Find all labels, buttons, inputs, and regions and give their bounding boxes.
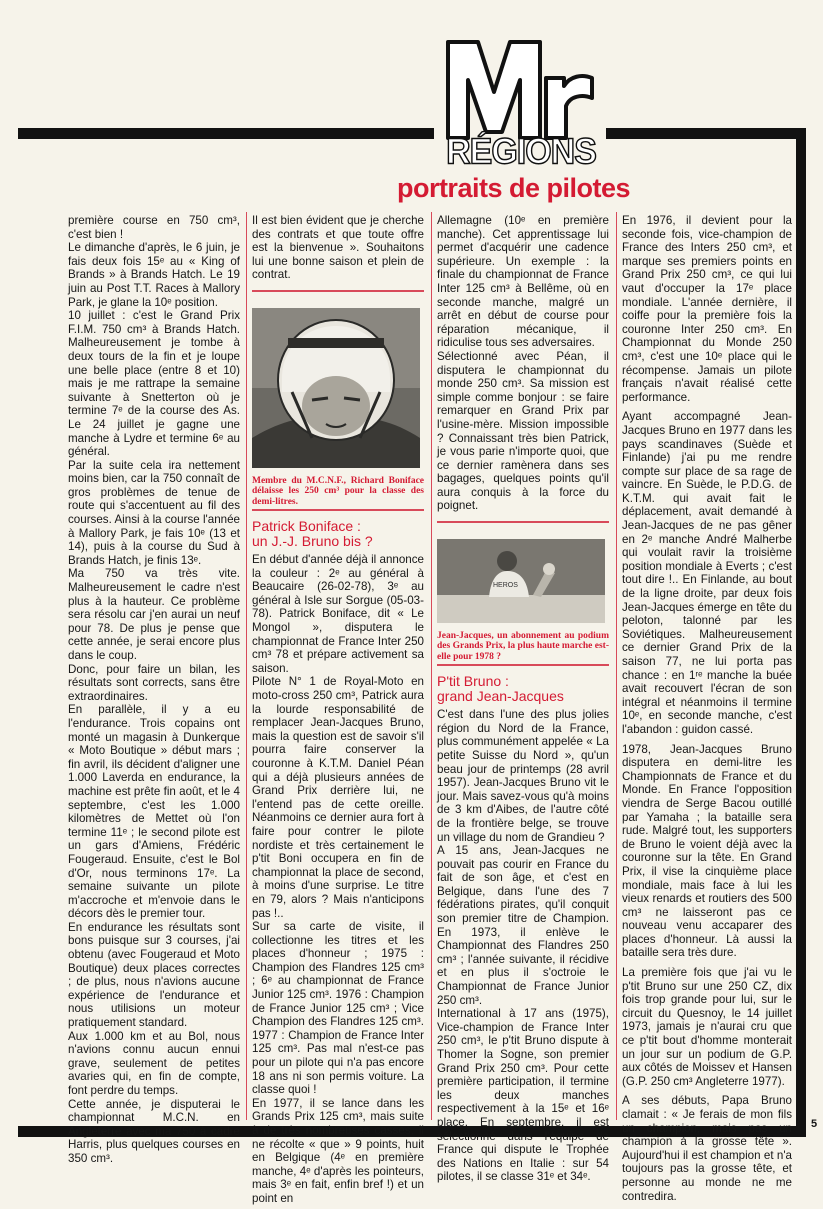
column-divider <box>246 212 247 1120</box>
heading-line: Patrick Boniface : <box>252 518 361 535</box>
section-subtitle: portraits de pilotes <box>396 173 630 203</box>
divider <box>252 290 424 292</box>
paragraph: Donc, pour faire un bilan, les résultats sont corrects, sans être extraordinaires. <box>68 662 240 703</box>
column-divider <box>616 212 617 1120</box>
paragraph: En début d'année déjà il annonce la couleur : 2ᵉ au général à Beaucaire (26-02-78), 3ᵉ au général à Isle sur Sorgue (05-03-78). Patrick Boniface, dit « Le Mongol », disputera le championnat de France Inter 250 cm³ 78 et prépare activement sa saison. <box>252 553 424 675</box>
photo-caption: Membre du M.C.N.F., Richard Boniface délaisse les 250 cm³ pour la classe des demi-litres. <box>252 475 424 507</box>
paragraph: A ses débuts, Papa Bruno clamait : « Je ferais de mon fils un champion, mais pas un champion à la grosse tête ». Aujourd'hui il est champion et n'a toujours pas la grosse tête, et personne au monde ne me contredira. <box>622 1094 792 1203</box>
column-1 <box>68 214 240 1166</box>
paragraph: première course en 750 cm³, c'est bien ! <box>68 214 240 241</box>
page-number: 5 <box>811 1118 818 1130</box>
top-rule-left <box>18 128 436 139</box>
column-divider <box>431 212 432 1120</box>
top-rule-right <box>606 128 806 139</box>
divider <box>252 509 424 511</box>
paragraph: A 15 ans, Jean-Jacques ne pouvait pas courir en France du fait de son âge, et c'est en Belgique, dans l'une des 7 fédérations pirates, qu'il conquit son premier titre de Champion. En 1973, il enlève le Championnat des Flandres 250 cm³ ; l'année suivante, il récidive et en plus il s'octroie le Championnat de France Junior 250 cm³. <box>437 844 609 1007</box>
article-heading <box>252 519 424 549</box>
paragraph: Il est bien évident que je cherche des contrats et que toute offre est la bienvenue ». Souhaitons lui une bonne saison et plein de contrat. <box>252 214 424 282</box>
heading-line: grand Jean-Jacques <box>437 688 564 705</box>
paragraph: En parallèle, il y a eu l'endurance. Trois copains ont monté un magasin à Dunkerque « Moto Boutique » début mars ; fin avril, ils décident d'aligner une 1.000 Laverda en endurance, la machine est prête fin août, et le 4 septembre, c'est les 1.000 kilomètres de Mettet où l'on termine 11ᵉ ; le second pilote est un gars d'Amiens, Frédéric Fougeraud. Ensuite, c'est le Bol d'Or, nous terminons 17ᵉ. La semaine suivante un pilote m'accroche et m'envoie dans le décors dès le premier tour. <box>68 703 240 921</box>
article-heading <box>437 674 609 704</box>
right-rule <box>796 128 806 1128</box>
regions-title: RÉGIONS <box>446 132 596 172</box>
heading-line: P'tit Bruno : <box>437 673 509 690</box>
paragraph: Sur sa carte de visite, il collectionne les titres et les places d'honneur ; 1975 : Champion des Flandres 125 cm³ ; 6ᵉ au championnat de France Junior 125 cm³. 1976 : Champion de France Junior 125 cm³ ; Vice Champion des Flandres 125 cm³. 1977 : Champion de France Inter 125 cm³. Pas mal n'est-ce pas pour un pilote qui n'a pas encore 18 ans ni son permis voiture. La classe quoi ! <box>252 920 424 1097</box>
paragraph: 1978, Jean-Jacques Bruno disputera en demi-litre les Championnats de France et du Monde. En France l'opposition viendra de Serge Bacou outillé par Yamaha ; la bataille sera rude. Malgré tout, les supporters de Bruno le voient déjà avec la couronne sur la tête. En Grand Prix, il vise la cinquième place mondiale, mais face à lui les vieux renards et routiers des 500 cm³ ne laisseront pas ce nouveau venu accaparer des places d'honneur. Là aussi la bataille sera très dure. <box>622 742 792 960</box>
paragraph: Le dimanche d'après, le 6 juin, je fais deux fois 15ᵉ au « King of Brands » à Brands Hatch. Le 19 juin au Post T.T. Races à Mallory Park, je glane la 10ᵉ position. <box>68 241 240 309</box>
paragraph: C'est dans l'une des plus jolies région du Nord de la France, plus communément appelée « La petite Suisse du Nord », qu'un beau jour de printemps (28 avril 1957). Jean-Jacques Bruno vit le jour. Mais savez-vous qu'à moins de 3 km d'Aibes, de l'autre côté de la frontière belge, se trouve un village du nom de Grandieu ? <box>437 708 609 844</box>
column-4 <box>622 214 792 1209</box>
paragraph: Sélectionné avec Péan, il disputera le championnat du monde 250 cm³. Sa mission est simple comme bonjour : se faire remarquer en Grand Prix par l'usine-mère. Mission impossible ? Connaissant très bien Patrick, je vous parie n'importe quoi, que ce dernier ramènera dans ses bagages, quelques points qu'il aura conquis à la force du poignet. <box>437 349 609 513</box>
paragraph: En endurance les résultats sont bons puisque sur 3 courses, j'ai obtenu (avec Fougeraud et Moto Boutique) deux places correctes ; de plus, nous n'avions aucune expérience de l'endurance et nous utilisions un moteur pratiquement standard. <box>68 920 240 1030</box>
paragraph: En 1977, il se lance dans les Grands Prix 125 cm³, mais suite à de très nombreuses casses, il ne récolte « que » 9 points, huit en Belgique (4ᵉ en première manche, 4ᵉ d'après les pointeurs, mais 3ᵉ en fait, enfin bref !) et un point en <box>252 1096 424 1205</box>
paragraph: Allemagne (10ᵉ en première manche). Cet apprentissage lui permet d'acquérir une cadence supérieure. Un exemple : la finale du championnat de France Inter 125 cm³ à Bellême, où en seconde manche, malgré un arrêt en début de course pour réparation mécanique, il ridiculise tous ses adversaires. <box>437 214 609 350</box>
paragraph: Ayant accompagné Jean-Jacques Bruno en 1977 dans les pays scandinaves (Suède et Finlande) j'ai pu me rendre compte sur place de sa rage de vaincre. En Suède, le P.D.G. de K.T.M. qui avait fait le déplacement, avait demandé à Jean-Jacques de ne pas gêner en 2ᵉ manche André Malherbe qui voulait ravir la troisième position mondiale à Everts ; c'est tout dire !.. En Finlande, au bout de la ligne droite, par deux fois Jean-Jacques émerge en tête du peloton, talonné par les Soviétiques. Malheureusement ce dernier Grand Prix de la saison 77, ne lui porta pas chance : en 1ʳᵉ manche la buée avait recouvert l'écran de son intégral et néanmoins il termine 10ᵉ, en seconde manche, c'est l'abandon : guidon cassé. <box>622 410 792 736</box>
divider <box>437 664 609 666</box>
paragraph: Ma 750 va très vite. Malheureusement le cadre n'est plus à la hauteur. Ce problème sera résolu car j'en aurai un neuf pour 78. De plus je pense que cette année, je serai encore plus dans le coup. <box>68 567 240 662</box>
paragraph: 10 juillet : c'est le Grand Prix F.I.M. 750 cm³ à Brands Hatch. Malheureusement je tombe à deux tours de la fin et je loupe une belle place (entre 8 et 10) mais je me rattrape la semaine suivante à Snetterton où je termine 7ᵉ de la course des As. Le 24 juillet je gagne une manche à Lydre et termine 6ᵉ au général. <box>68 309 240 459</box>
paragraph: Cette année, je disputerai le championnat M.C.N. en Angleterre avec ma 750 à cadre Harris, plus quelques courses en 350 cm³. <box>68 1097 240 1165</box>
svg-text:HEROS: HEROS <box>493 582 518 590</box>
heading-line: un J.-J. Bruno bis ? <box>252 533 373 550</box>
rider-portrait-photo <box>252 308 420 468</box>
paragraph: Aux 1.000 km et au Bol, nous n'avions connu aucun ennui grave, seulement de petites avaries qui, en fin de compte, font perdre du temps. <box>68 1029 240 1097</box>
podium-photo <box>437 539 605 623</box>
paragraph: Par la suite cela ira nettement moins bien, car la 750 connaît de gros problèmes de tenue de route qui s'accentuent au fil des courses. Ainsi à la course l'année à Mallory Park, je fais 10ᵉ (13 et 14), puis à la course du Sud à Brands Hatch, je finis 13ᵉ. <box>68 458 240 567</box>
column-2 <box>252 214 424 1206</box>
paragraph: International à 17 ans (1975), Vice-champion de France Inter 250 cm³, le p'tit Bruno dispute à Thomer la Sogne, son premier Grand Prix 250 cm³. Pour cette première participation, il termine les deux manches respectivement à la 15ᵉ et 16ᵉ place. En septembre, il est sélectionné dans l'équipe de France qui dispute le Trophée des Nations en Italie : sur 54 pilotes, il se classe 31ᵉ et 34ᵉ. <box>437 1007 609 1184</box>
divider <box>437 521 609 523</box>
paragraph: La première fois que j'ai vu le p'tit Bruno sur une 250 CZ, dix fois trop grande pour lui, sur le circuit du Quesnoy, le 14 juillet 1973, jamais je n'aurai cru que ce p'tit bout d'homme monterait un jour sur un podium de G.P. aux côtés de Moissev et Hansen (G.P. 250 cm³ Angleterre 1977). <box>622 966 792 1088</box>
paragraph: En 1976, il devient pour la seconde fois, vice-champion de France des Inters 250 cm³, et marque ses premiers points en Grand Prix 250 cm³, ce qui lui vaut d'occuper la 17ᵉ place mondiale. L'année dernière, il coiffe pour la première fois la couronne Inter 250 cm³. En Championnat du Monde 250 cm³, c'est une 10ᵉ place qui le récompense. Jamais un pilote français n'avait réalisé cette performance. <box>622 214 792 404</box>
photo-caption: Jean-Jacques, un abonnement au podium des Grands Prix, la plus haute marche est-elle pour 1978 ? <box>437 630 609 662</box>
paragraph: Pilote N° 1 de Royal-Moto en moto-cross 250 cm³, Patrick aura la lourde responsabilité de remplacer Jean-Jacques Bruno, mais la question est de savoir s'il pourra faire conserver la couronne à K.T.M. Daniel Péan qui a déjà plusieurs années de Grand Prix derrière lui, ne l'entend pas de cette oreille. Néanmoins ce dernier aura fort à faire pour contrer le pilote nordiste et très certainement le p'tit Boni occupera en fin de championnat la place de second, à moins d'une surprise. Le titre en 79, alors ? Mais n'anticipons pas !.. <box>252 675 424 920</box>
column-3 <box>437 214 609 1184</box>
